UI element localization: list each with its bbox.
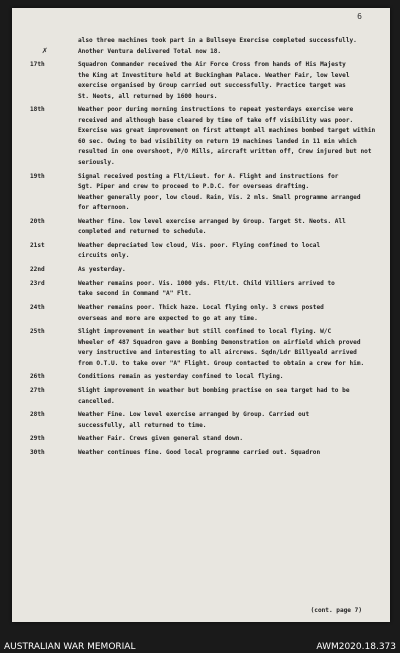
diary-entry xyxy=(30,36,384,57)
diary-entry xyxy=(30,434,384,445)
entry-text: Weather Fair. Crews given general stand down. xyxy=(78,435,244,443)
diary-entry xyxy=(30,410,384,431)
entry-date: 19th xyxy=(30,172,45,180)
diary-entries xyxy=(30,36,384,462)
entry-text: also three machines took part in a Bullseye Exercise completed successfully. Another Ventura delivered Total now 18. xyxy=(78,37,357,55)
document-page xyxy=(12,8,390,622)
entry-text: Slight improvement in weather but bombing practise on sea target had to be cancelled. xyxy=(78,387,350,405)
entry-date: 29th xyxy=(30,435,45,443)
entry-date: 27th xyxy=(30,387,45,395)
footer-accession: AWM2020.18.373 xyxy=(316,641,396,652)
diary-entry xyxy=(30,60,384,102)
entry-text: Weather remains poor. Thick haze. Local flying only. 3 crews posted overseas and more are expected to go at any time. xyxy=(78,304,324,322)
diary-entry xyxy=(30,241,384,262)
entry-date: 26th xyxy=(30,373,45,381)
entry-date: 24th xyxy=(30,304,45,311)
entry-text: Weather depreciated low cloud, Vis. poor. Flying confined to local circuits only. xyxy=(78,241,321,260)
diary-entry xyxy=(30,372,384,383)
diary-entry xyxy=(30,172,384,214)
entry-text: Weather poor during morning instructions to repeat yesterdays exercise were received and although base cleared by time of take off visibility was poor. Exercise was great improvement on first attempt all machines bombed target within 60 sec. Owing to bad visibility on return 19 machines landed in 11 min which resulted in one overshoot, P/O Mills, aircraft written off, Crew injured but not seriously. xyxy=(78,106,376,166)
entry-date: 21st xyxy=(30,241,45,249)
entry-text: As yesterday. xyxy=(78,266,126,274)
entry-text: Conditions remain as yesterday confined to local flying. xyxy=(78,373,284,381)
entry-text: Slight improvement in weather but still confined to local flying. W/C Wheeler of 487 Squadron gave a Bombing Demonstration on airfield which proved very instructive and interesting to all aircrews. Sqdn/Ldr Billyeald arrived from O.T.U. to take over "A" Flight. Group contacted to obtain a crew for him. xyxy=(78,328,365,367)
entry-date: 22nd xyxy=(30,266,45,274)
entry-text: Weather Fine. Low level exercise arranged by Group. Carried out successfully, all returned to time. xyxy=(78,411,310,429)
page-number: 6 xyxy=(357,12,362,21)
entry-text: Weather fine. low level exercise arranged by Group. Target St. Neots. All completed and returned to schedule. xyxy=(78,217,346,236)
continuation-note: (cont. page 7) xyxy=(310,607,362,614)
diary-entry xyxy=(30,265,384,276)
entry-date: 20th xyxy=(30,217,45,225)
diary-entry xyxy=(30,217,384,238)
entry-text: Signal received posting a Flt/Lieut. for A. Flight and instructions for Sgt. Piper and crew to proceed to P.D.C. for overseas drafting. Weather generally poor, low cloud. Rain, Vis. 2 mls. Small programme arranged for afternoon. xyxy=(78,172,361,212)
entry-text: Squadron Commander received the Air Force Cross from hands of His Majesty the King at Investiture held at Buckingham Palace. Weather Fair, low level exercise organised by Group carried out successfully. Practice target was St. Neots, all returned by 1600 hours. xyxy=(78,61,350,100)
footer-bar xyxy=(0,640,400,653)
entry-text: Weather remains poor. Vis. 1000 yds. Flt/Lt. Child Villiers arrived to take second in Command "A" Flt. xyxy=(78,279,335,298)
entry-text: Weather continues fine. Good local programme carried out. Squadron xyxy=(78,449,321,457)
entry-date: 18th xyxy=(30,106,45,114)
entry-date: 28th xyxy=(30,411,45,419)
footer-source: AUSTRALIAN WAR MEMORIAL xyxy=(4,641,136,652)
entry-date: 30th xyxy=(30,449,45,457)
entry-date: 25th xyxy=(30,328,45,336)
entry-date: 23rd xyxy=(30,279,45,287)
diary-entry xyxy=(30,327,384,369)
entry-date: 17th xyxy=(30,61,45,69)
diary-entry xyxy=(30,303,384,324)
diary-entry xyxy=(30,386,384,407)
diary-entry xyxy=(30,279,384,300)
entry-date xyxy=(30,36,78,57)
diary-entry xyxy=(30,448,384,459)
margin-mark: ✗ xyxy=(42,46,48,56)
diary-entry xyxy=(30,105,384,168)
